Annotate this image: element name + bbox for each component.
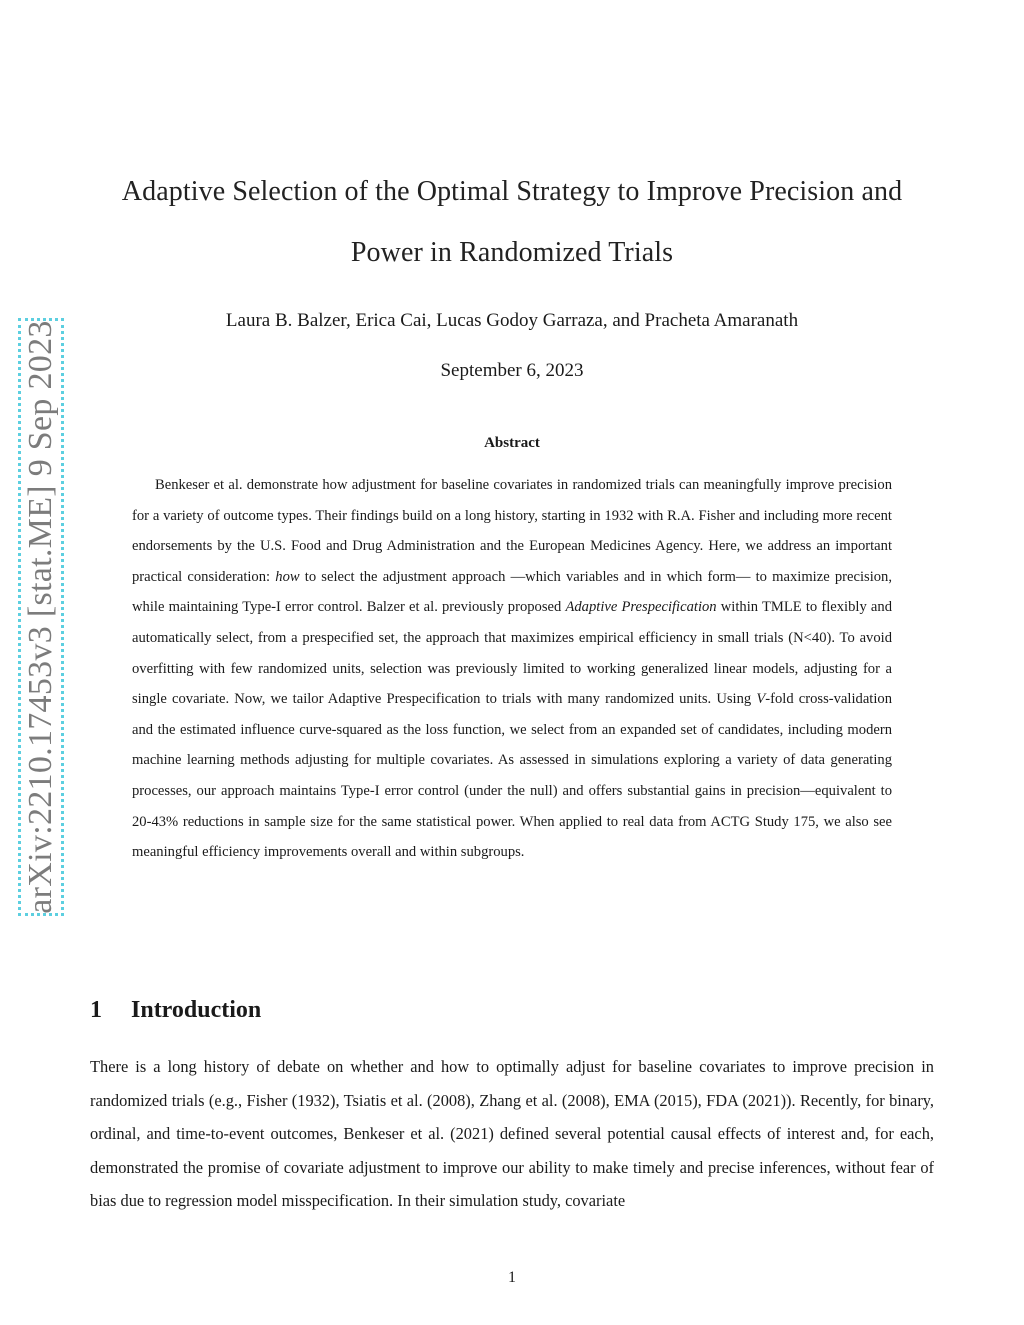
abstract-heading: Abstract: [484, 435, 540, 451]
section-number: 1: [90, 997, 102, 1023]
author-list: Laura B. Balzer, Erica Cai, Lucas Godoy Garraza, and Pracheta Amaranath: [225, 310, 799, 331]
abstract-emphasis-adaptive-prespecification: Adaptive Prespecification: [565, 599, 717, 616]
abstract-text-1: Benkeser et al. demonstrate how adjustment for baseline covariates in randomized trials can meaningfully improve precision for a variety of outcome types. Their findings build on a long history, starting in 1932 with R.A. Fisher and including more recent endorsements by the U.S. Food and Drug Administration and the European Medicines Agency. Here, we address an important practical consideration:: [132, 477, 892, 585]
page-number: 1: [508, 1269, 516, 1286]
section-title: Introduction: [131, 997, 262, 1023]
paper-title-line-1: Adaptive Selection of the Optimal Strategy to Improve Precision and: [121, 176, 903, 207]
abstract-text-2: to select the adjustment approach —which variables and in which form— to maximize precision, while maintaining Type-I error control. Balzer et al. previously proposed: [132, 568, 892, 616]
arxiv-identifier-stamp: [18, 318, 64, 916]
abstract-text-3: within TMLE to flexibly and automatically select, from a prespecified set, the approach that maximizes empirical efficiency in small trials (N<40). To avoid overfitting with few randomized units, selection was previously limited to working generalized linear models, adjusting for a single covariate. Now, we tailor Adaptive Prespecification to trials with many randomized units. Using: [132, 599, 892, 708]
section-heading-introduction: [90, 997, 261, 1024]
abstract-body: [132, 470, 892, 868]
arxiv-identifier-text: arXiv:2210.17453v3 [stat.ME] 9 Sep 2023: [22, 320, 59, 914]
introduction-paragraph: There is a long history of debate on whether and how to optimally adjust for baseline covariates to improve precision in randomized trials (e.g., Fisher (1932), Tsiatis et al. (2008), Zhang et al. (2008), EMA (2015), FDA (2021)). Recently, for binary, ordinal, and time-to-event outcomes, Benkeser et al. (2021) defined several potential causal effects of interest and, for each, demonstrated the promise of covariate adjustment to improve our ability to make timely and precise inferences, without fear of bias due to regression model misspecification. In their simulation study, covariate: [90, 1057, 934, 1210]
publication-date: September 6, 2023: [440, 360, 584, 381]
abstract-emphasis-how: how: [275, 568, 300, 585]
paper-title-line-2: Power in Randomized Trials: [350, 237, 674, 268]
abstract-text-4: -fold cross-validation and the estimated influence curve-squared as the loss function, we select from an expanded set of candidates, including modern machine learning methods adjusting for multiple covariates. As assessed in simulations exploring a variety of data generating processes, our approach maintains Type-I error control (under the null) and offers substantial gains in precision—equivalent to 20-43% reductions in sample size for the same statistical power. When applied to real data from ACTG Study 175, we also see meaningful efficiency improvements overall and within subgroups.: [132, 691, 892, 861]
abstract-emphasis-v: V: [756, 691, 766, 708]
